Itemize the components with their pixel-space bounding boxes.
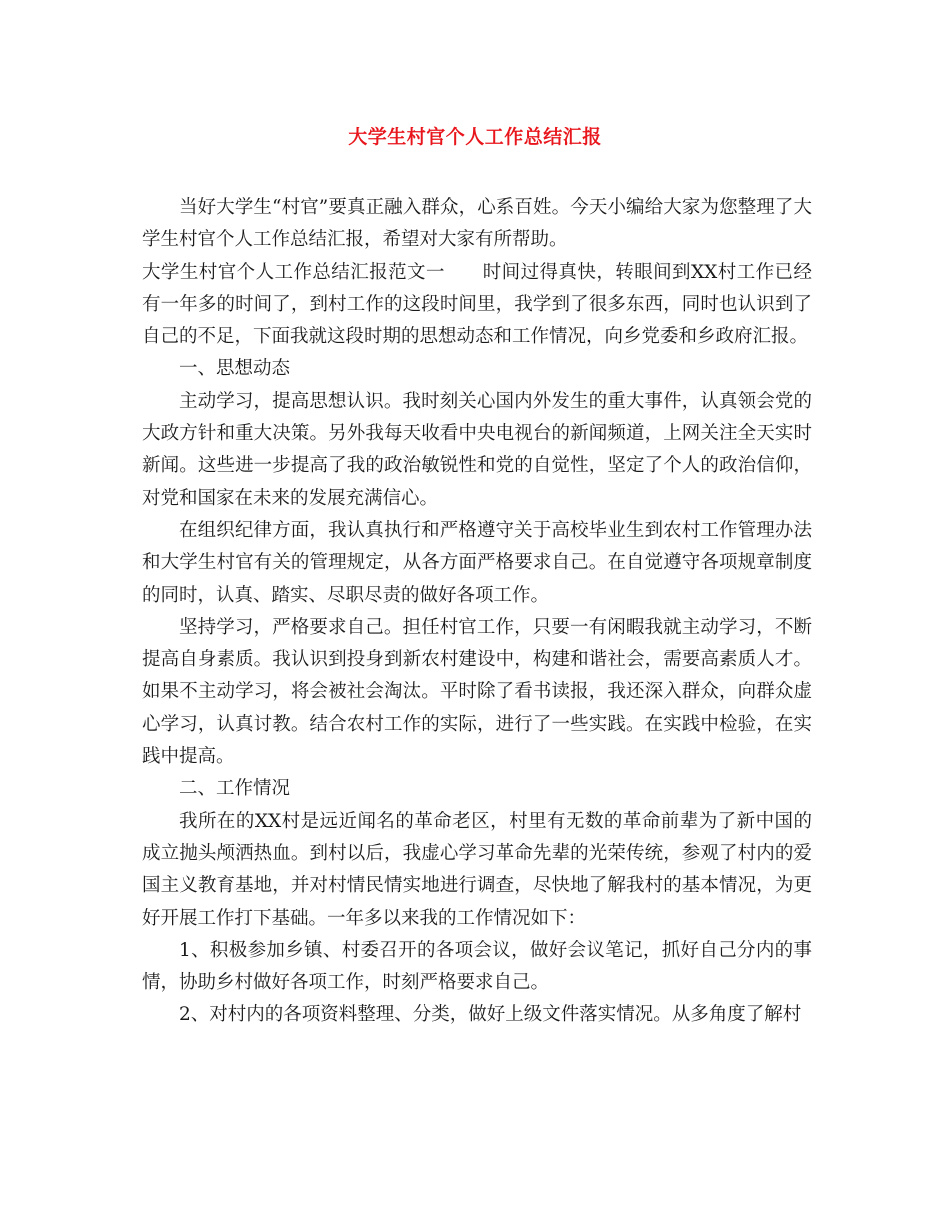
- section-heading-work: 二、工作情况: [179, 778, 291, 800]
- section-heading-thinking: 一、思想动态: [179, 358, 291, 380]
- paragraph-village: 我所在的XX村是远近闻名的革命老区，村里有无数的革命前辈为了新中国的成立抛头颅洒热血。到村以后，我虚心学习革命先辈的光荣传统，参观了村内的爱国主义教育基地，并对村情民情实地进行调查，尽快地了解我村的基本情况，为更好开展工作打下基础。一年多以来我的工作情况如下：: [142, 810, 812, 929]
- list-item-2: 2、对村内的各项资料整理、分类，做好上级文件落实情况。从多角度了解村: [179, 1004, 802, 1026]
- paragraph-study: 主动学习，提高思想认识。我时刻关心国内外发生的重大事件，认真领会党的大政方针和重大决策。另外我每天收看中央电视台的新闻频道，上网关注全天实时新闻。这些进一步提高了我的政治敏锐性和党的自觉性，坚定了个人的政治信仰，对党和国家在未来的发展充满信心。: [142, 390, 812, 509]
- paragraph-sample-heading: 大学生村官个人工作总结汇报范文一 时间过得真快，转眼间到XX村工作已经有一年多的时间了，到村工作的这段时间里，我学到了很多东西，同时也认识到了自己的不足，下面我就这段时期的思想动态和工作情况，向乡党委和乡政府汇报。: [142, 261, 812, 348]
- paragraph-self-discipline: 坚持学习，严格要求自己。担任村官工作，只要一有闲暇我就主动学习，不断提高自身素质。我认识到投身到新农村建设中，构建和谐社会，需要高素质人才。如果不主动学习，将会被社会淘汰。平时除了看书读报，我还深入群众，向群众虚心学习，认真讨教。结合农村工作的实际，进行了一些实践。在实践中检验，在实践中提高。: [142, 616, 812, 768]
- document-title: 大学生村官个人工作总结汇报: [348, 126, 602, 148]
- list-item-1: 1、积极参加乡镇、村委召开的各项会议，做好会议笔记，抓好自己分内的事情，协助乡村做好各项工作，时刻严格要求自己。: [142, 939, 812, 994]
- document-body: [142, 192, 812, 1032]
- paragraph-discipline: 在组织纪律方面，我认真执行和严格遵守关于高校毕业生到农村工作管理办法和大学生村官有关的管理规定，从各方面严格要求自己。在自觉遵守各项规章制度的同时，认真、踏实、尽职尽责的做好各项工作。: [142, 519, 812, 606]
- paragraph-intro: 当好大学生“村官”要真正融入群众，心系百姓。今天小编给大家为您整理了大学生村官个人工作总结汇报，希望对大家有所帮助。: [142, 197, 812, 251]
